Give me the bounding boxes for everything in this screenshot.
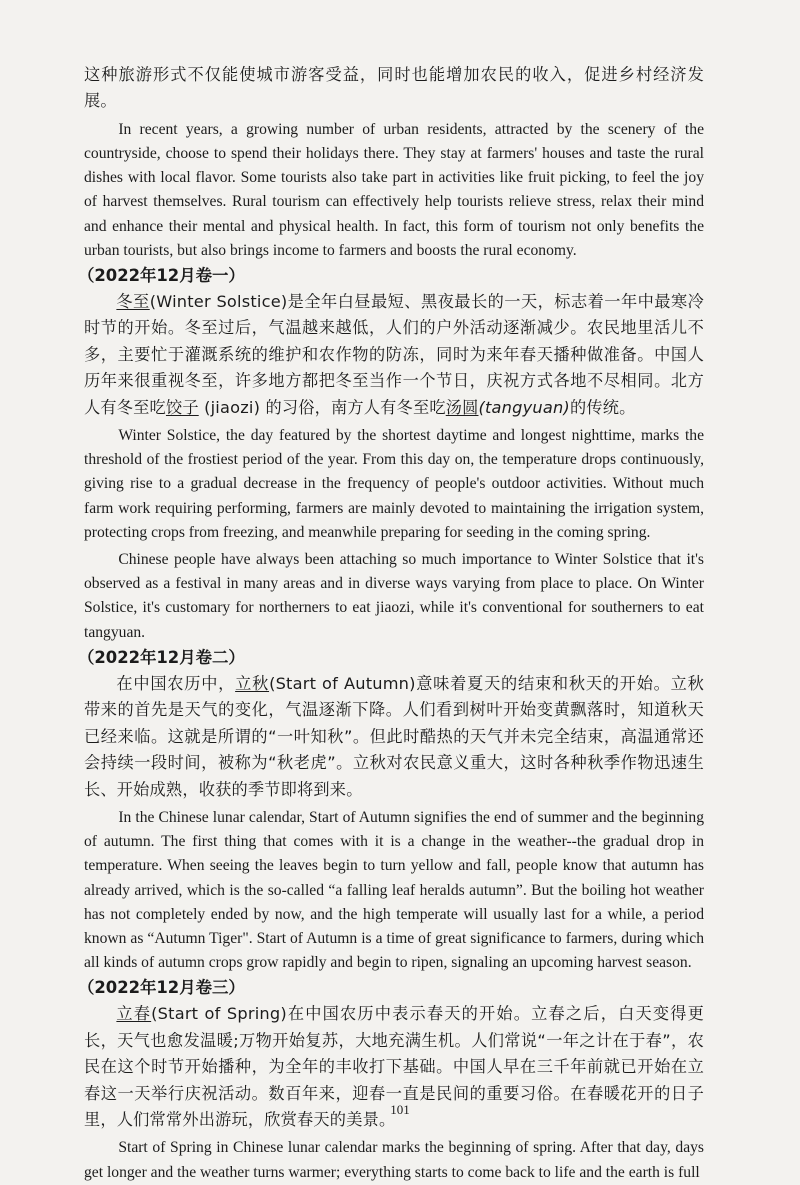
paragraph-zh-start-of-autumn [84, 671, 704, 803]
zh-text: 的传统。 [569, 397, 636, 417]
paragraph-en-winter-solstice-1: Winter Solstice, the day featured by the shortest daytime and longest nighttime, marks the threshold of the frostiest period of the year. From this day on, the temperature drops continuously, giving rise to a gradual decrease in the frequency of people's outdoor activities. Without much farm work requiring performing, farmers are mainly devoted to maintaining the irrigation system, protecting crops from freezing, and meanwhile preparing for seeding in the coming spring. [84, 427, 704, 541]
term-start-of-spring: 立春 [116, 1004, 152, 1024]
paragraph-en-rural-tourism: In recent years, a growing number of urban residents, attracted by the scenery of the countryside, choose to spend their holidays there. They stay at farmers' houses and taste the rural dishes with local flavor. Some tourists also take part in activities like fruit picking, to feel the joy of harvest themselves. Rural tourism can effectively help tourists relieve stress, relax their mind and enhance their mental and physical health. In fact, this form of tourism not only benefits the urban tourists, but also brings income to farmers and boosts the rural economy. [84, 120, 704, 259]
term-winter-solstice: 冬至 [116, 292, 150, 312]
term-jiaozi: 饺子 [165, 397, 199, 417]
paragraph-en-start-of-spring: Start of Spring in Chinese lunar calendar marks the beginning of spring. After that day, days get longer and the weather turns warmer; everything starts to come back to life and the earth is full [84, 1139, 704, 1181]
paragraph-en-winter-solstice-2: Chinese people have always been attaching so much importance to Winter Solstice that it's observed as a festival in many areas and in diverse ways varying from place to place. On Winter Solstice, it's customary for northerners to eat jiaozi, while it's conventional for southerners to eat tangyuan. [84, 551, 704, 641]
zh-text: (jiaozi) 的习俗，南方人有冬至吃 [198, 397, 446, 417]
section-heading-1: （2022年12月卷一） [78, 266, 245, 286]
term-tangyuan: 汤圆 [445, 397, 479, 417]
zh-text: (Start of Spring)在中国农历中表示春天的开始。立春之后，白天变得更长，天气也愈发温暖;万物开始复苏，大地充满生机。人们常说“一年之计在于春”，农民在这个时节开始播种，为全年的丰收打下基础。中国人早在三千年前就已开始在立春这一天举行庆祝活动。数百年来，迎春一直是民间的重要习俗。在春暖花开的日子里，人们常常外出游玩，欣赏春天的美景。 [84, 1004, 704, 1129]
paragraph-en-start-of-autumn: In the Chinese lunar calendar, Start of Autumn signifies the end of summer and the beginning of autumn. The first thing that comes with it is a change in the weather--the gradual drop in temperature. When seeing the leaves begin to turn yellow and fall, people know that autumn has already arrived, which is the so-called “a falling leaf heralds autumn”. But the boiling hot weather has not completely ended by now, and the high temperate will usually last for a while, a period known as “Autumn Tiger". Start of Autumn is a time of great significance to farmers, during which all kinds of autumn crops grow rapidly and begin to ripen, signaling an upcoming harvest season. [84, 808, 704, 972]
section-heading-2: （2022年12月卷二） [78, 647, 245, 667]
page-number: 101 [390, 1102, 410, 1117]
paragraph-zh-winter-solstice [84, 289, 704, 421]
zh-text: (Winter Solstice)是全年白昼最短、黑夜最长的一天，标志着一年中最寒冷时节的开始。冬至过后，气温越来越低，人们的户外活动逐渐减少。农民地里活儿不多，主要忙于灌溉系统的维护和农作物的防冻，同时为来年春天播种做准备。中国人历年来很重视冬至，许多地方都把冬至当作一个节日，庆祝方式各地不尽相同。北方人有冬至吃 [84, 292, 705, 417]
term-start-of-autumn: 立秋 [235, 673, 270, 693]
pinyin-tangyuan: (tangyuan) [478, 397, 570, 417]
paragraph-zh-continuation: 这种旅游形式不仅能使城市游客受益，同时也能增加农民的收入，促进乡村经济发展。 [84, 65, 704, 111]
section-heading-3: （2022年12月卷三） [78, 978, 245, 998]
zh-text: (Start of Autumn)意味着夏天的结束和秋天的开始。立秋带来的首先是天气的变化，气温逐渐下降。人们看到树叶开始变黄飘落时，知道秋天已经来临。这就是所谓的“一叶知秋”。但此时酷热的天气并未完全结束，高温通常还会持续一段时间，被称为“秋老虎”。立秋对农民意义重大，这时各种秋季作物迅速生长、开始成熟，收获的季节即将到来。 [84, 673, 704, 799]
zh-text: 在中国农历中， [116, 673, 236, 693]
